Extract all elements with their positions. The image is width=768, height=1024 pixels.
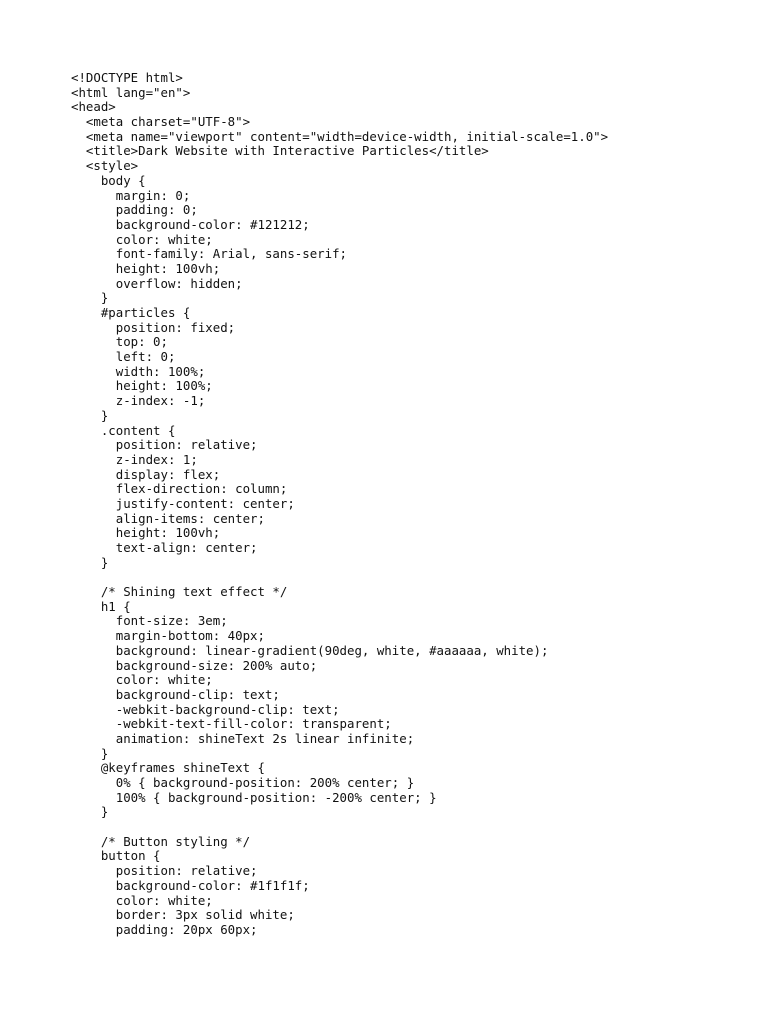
code-line: } [71, 290, 109, 306]
code-line [71, 820, 751, 835]
code-line: position: fixed; [71, 319, 236, 335]
code-document [71, 71, 751, 938]
code-line: h1 { [71, 598, 131, 614]
code-line: color: white; [71, 672, 213, 688]
code-line: <head> [71, 99, 116, 115]
code-line: animation: shineText 2s linear infinite; [71, 730, 415, 746]
code-line: margin: 0; [71, 187, 191, 203]
code-line: button { [71, 848, 161, 864]
code-line: padding: 0; [71, 202, 198, 218]
code-line: /* Shining text effect */ [71, 584, 288, 600]
code-line: flex-direction: column; [71, 481, 288, 497]
code-line: body { [71, 172, 146, 188]
code-line: -webkit-text-fill-color: transparent; [71, 716, 392, 732]
code-line: justify-content: center; [71, 495, 295, 511]
code-line: height: 100vh; [71, 260, 221, 276]
code-line: } [71, 407, 109, 423]
code-line: background-color: #121212; [71, 216, 310, 232]
code-line: padding: 20px 60px; [71, 921, 258, 937]
code-line: position: relative; [71, 863, 258, 879]
code-line: font-family: Arial, sans-serif; [71, 246, 348, 262]
code-line: width: 100%; [71, 363, 206, 379]
code-line: 100% { background-position: -200% center; } [71, 789, 437, 805]
code-line: font-size: 3em; [71, 613, 228, 629]
code-line: <title>Dark Website with Interactive Particles</title> [71, 143, 489, 159]
code-line: } [71, 804, 109, 820]
code-line: @keyframes shineText { [71, 760, 265, 776]
code-line: left: 0; [71, 349, 176, 365]
code-line: height: 100vh; [71, 525, 221, 541]
code-line: z-index: 1; [71, 451, 198, 467]
code-line: <style> [71, 158, 139, 174]
code-line: background-color: #1f1f1f; [71, 877, 310, 893]
code-line: border: 3px solid white; [71, 907, 295, 923]
code-line: 0% { background-position: 200% center; } [71, 775, 415, 790]
code-line: .content { [71, 422, 176, 438]
code-line: background: linear-gradient(90deg, white, #aaaaaa, white); [71, 642, 549, 658]
code-line: <meta name="viewport" content="width=device-width, initial-scale=1.0"> [71, 128, 609, 144]
code-line: <meta charset="UTF-8"> [71, 114, 251, 130]
code-line: <html lang="en"> [71, 84, 191, 100]
code-line: color: white; [71, 892, 213, 908]
code-line: color: white; [71, 231, 213, 247]
code-line: background-clip: text; [71, 686, 280, 702]
code-line: margin-bottom: 40px; [71, 628, 265, 644]
code-line: z-index: -1; [71, 393, 206, 409]
code-line: -webkit-background-clip: text; [71, 701, 340, 717]
code-line: background-size: 200% auto; [71, 657, 318, 673]
code-line: display: flex; [71, 466, 221, 482]
code-line: } [71, 554, 109, 570]
code-line: position: relative; [71, 437, 258, 453]
code-line: top: 0; [71, 334, 168, 350]
code-line: } [71, 745, 109, 761]
code-line: /* Button styling */ [71, 833, 251, 849]
code-line: <!DOCTYPE html> [71, 70, 183, 85]
code-line: overflow: hidden; [71, 275, 243, 291]
code-line: height: 100%; [71, 378, 213, 394]
code-line: text-align: center; [71, 540, 258, 555]
code-line [71, 570, 751, 585]
code-line: #particles { [71, 305, 191, 320]
code-line: align-items: center; [71, 510, 265, 526]
